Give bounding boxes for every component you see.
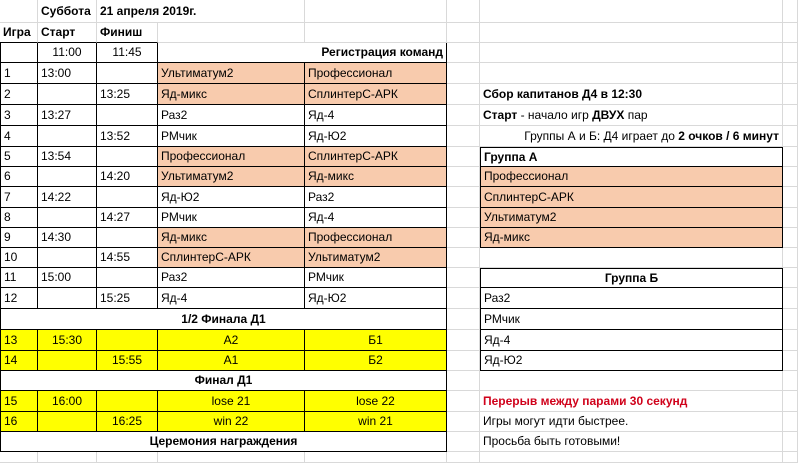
info-empty[interactable] — [480, 371, 783, 391]
cell-empty[interactable] — [480, 452, 783, 463]
cell-empty[interactable] — [783, 371, 798, 391]
game-team1[interactable]: РМчик — [158, 208, 305, 228]
column-header-start[interactable]: Старт — [38, 23, 97, 43]
game-finish[interactable]: 14:27 — [97, 208, 158, 228]
groups-note-text: Группы А и Б: Д4 играет до — [524, 129, 679, 143]
cell-empty[interactable] — [783, 412, 798, 432]
start-note-word: Старт — [483, 108, 518, 122]
game-start[interactable] — [38, 208, 97, 228]
game-number[interactable]: 16 — [0, 412, 38, 432]
start-note-tail: пар — [624, 108, 648, 122]
game-team1[interactable]: win 22 — [158, 412, 305, 432]
game-finish[interactable]: 15:25 — [97, 288, 158, 309]
cell-empty[interactable] — [447, 208, 480, 228]
game-number[interactable]: 6 — [0, 167, 38, 187]
cell-empty[interactable] — [783, 268, 798, 288]
cell-empty[interactable] — [783, 228, 798, 248]
game-finish[interactable]: 13:52 — [97, 126, 158, 147]
groups-note-bold: 2 очков / 6 минут — [678, 129, 779, 143]
cell-empty[interactable] — [783, 0, 798, 23]
game-finish[interactable] — [97, 391, 158, 412]
cell-empty[interactable] — [97, 452, 158, 463]
column-header-finish[interactable]: Финиш — [97, 23, 158, 43]
game-team2[interactable]: Яд-4 — [305, 208, 447, 228]
group-b-team[interactable]: Яд-Ю2 — [480, 351, 783, 371]
game-team1[interactable]: А2 — [158, 330, 305, 351]
cell-empty[interactable] — [447, 268, 480, 288]
faster-note[interactable]: Игры могут идти быстрее. — [480, 412, 783, 432]
game-number[interactable]: 12 — [0, 288, 38, 309]
cell-empty[interactable] — [305, 0, 447, 23]
cell-empty[interactable] — [447, 63, 480, 84]
info-empty[interactable] — [480, 248, 783, 268]
game-start[interactable] — [38, 351, 97, 371]
game-team2[interactable]: СплинтерС-АРК — [305, 84, 447, 105]
game-start[interactable] — [38, 167, 97, 187]
cell-empty[interactable] — [447, 167, 480, 187]
cell-empty[interactable] — [447, 330, 480, 351]
cell-empty[interactable] — [480, 0, 783, 23]
cell-empty[interactable] — [158, 452, 305, 463]
game-number[interactable]: 3 — [0, 105, 38, 126]
game-number[interactable]: 13 — [0, 330, 38, 351]
game-start[interactable]: 13:54 — [38, 147, 97, 167]
cell-empty[interactable] — [305, 23, 447, 43]
groups-note[interactable] — [480, 126, 783, 147]
cell-empty[interactable] — [783, 208, 798, 228]
cell-empty[interactable] — [0, 0, 38, 23]
registration-finish[interactable]: 11:45 — [97, 43, 158, 63]
group-b-team[interactable]: Яд-4 — [480, 330, 783, 351]
cell-empty[interactable] — [447, 391, 480, 412]
start-note-text: - начало игр — [517, 108, 593, 122]
cell-empty[interactable] — [783, 391, 798, 412]
game-team2[interactable]: Профессионал — [305, 228, 447, 248]
cell-empty[interactable] — [447, 126, 480, 147]
cell-empty[interactable] — [447, 432, 480, 452]
game-start[interactable]: 15:00 — [38, 268, 97, 288]
date-label[interactable]: 21 апреля 2019г. — [97, 0, 305, 23]
cell-empty[interactable] — [158, 23, 305, 43]
game-team1[interactable]: Яд-микс — [158, 228, 305, 248]
game-team2[interactable]: Ультиматум2 — [305, 248, 447, 268]
game-number[interactable]: 15 — [0, 391, 38, 412]
cell-empty[interactable] — [0, 452, 38, 463]
game-team2[interactable]: lose 22 — [305, 391, 447, 412]
game-number[interactable]: 9 — [0, 228, 38, 248]
game-team2[interactable]: Б2 — [305, 351, 447, 371]
cell-empty[interactable] — [38, 452, 97, 463]
cell-empty[interactable] — [447, 23, 480, 43]
captains-note[interactable]: Сбор капитанов Д4 в 12:30 — [480, 84, 783, 105]
game-finish[interactable] — [97, 147, 158, 167]
game-finish[interactable]: 16:25 — [97, 412, 158, 432]
cell-empty[interactable] — [447, 248, 480, 268]
game-team2[interactable]: Раз2 — [305, 187, 447, 208]
game-number[interactable]: 11 — [0, 268, 38, 288]
game-finish[interactable] — [97, 187, 158, 208]
group-b-team[interactable]: РМчик — [480, 309, 783, 330]
cell-empty[interactable] — [447, 84, 480, 105]
game-finish[interactable] — [97, 330, 158, 351]
game-number[interactable]: 4 — [0, 126, 38, 147]
cell-empty[interactable] — [447, 412, 480, 432]
game-team1[interactable]: Раз2 — [158, 268, 305, 288]
game-number[interactable]: 5 — [0, 147, 38, 167]
game-team1[interactable]: А1 — [158, 351, 305, 371]
final-title[interactable]: Финал Д1 — [0, 371, 447, 391]
game-team2[interactable]: win 21 — [305, 412, 447, 432]
cell-empty[interactable] — [447, 0, 480, 23]
cell-empty[interactable] — [783, 105, 798, 126]
registration-label[interactable]: Регистрация команд — [158, 43, 447, 63]
game-start[interactable] — [38, 126, 97, 147]
cell-empty[interactable] — [783, 147, 798, 167]
game-finish[interactable] — [97, 228, 158, 248]
game-team2[interactable]: Яд-Ю2 — [305, 126, 447, 147]
cell-empty[interactable] — [783, 432, 798, 452]
registration-start[interactable]: 11:00 — [38, 43, 97, 63]
group-b-title[interactable]: Группа Б — [480, 268, 783, 288]
cell-empty[interactable] — [783, 187, 798, 208]
cell-empty[interactable] — [783, 330, 798, 351]
game-team1[interactable]: Яд-Ю2 — [158, 187, 305, 208]
group-a-team[interactable]: Ультиматум2 — [480, 208, 783, 228]
cell-empty[interactable] — [447, 288, 480, 309]
cell-empty[interactable] — [447, 371, 480, 391]
cell-empty[interactable] — [480, 43, 783, 63]
game-team2[interactable]: Яд-микс — [305, 167, 447, 187]
group-a-team[interactable]: СплинтерС-АРК — [480, 187, 783, 208]
game-team2[interactable]: Профессионал — [305, 63, 447, 84]
game-team2[interactable]: Б1 — [305, 330, 447, 351]
game-start[interactable]: 15:30 — [38, 330, 97, 351]
cell-empty[interactable] — [447, 351, 480, 371]
cell-empty[interactable] — [447, 43, 480, 63]
game-finish[interactable] — [97, 105, 158, 126]
game-team1[interactable]: Яд-микс — [158, 84, 305, 105]
cell-empty[interactable] — [783, 63, 798, 84]
info-empty[interactable] — [480, 63, 783, 84]
game-finish[interactable]: 15:55 — [97, 351, 158, 371]
game-finish[interactable]: 14:55 — [97, 248, 158, 268]
game-number[interactable]: 14 — [0, 351, 38, 371]
cell-empty[interactable] — [0, 43, 38, 63]
cell-empty[interactable] — [447, 452, 480, 463]
group-b-team[interactable]: Раз2 — [480, 288, 783, 309]
group-a-team[interactable]: Яд-микс — [480, 228, 783, 248]
cell-empty[interactable] — [783, 84, 798, 105]
cell-empty[interactable] — [305, 452, 447, 463]
game-number[interactable]: 10 — [0, 248, 38, 268]
cell-empty[interactable] — [480, 23, 783, 43]
game-team2[interactable]: СплинтерС-АРК — [305, 147, 447, 167]
ready-note[interactable]: Просьба быть готовыми! — [480, 432, 783, 452]
game-finish[interactable]: 13:25 — [97, 84, 158, 105]
cell-empty[interactable] — [783, 248, 798, 268]
game-number[interactable]: 1 — [0, 63, 38, 84]
group-a-team[interactable]: Профессионал — [480, 167, 783, 187]
game-team2[interactable]: Яд-4 — [305, 105, 447, 126]
game-number[interactable]: 8 — [0, 208, 38, 228]
break-note[interactable]: Перерыв между парами 30 секунд — [480, 391, 783, 412]
game-finish[interactable] — [97, 63, 158, 84]
game-number[interactable]: 7 — [0, 187, 38, 208]
game-team1[interactable]: СплинтерС-АРК — [158, 248, 305, 268]
cell-empty[interactable] — [783, 288, 798, 309]
cell-empty[interactable] — [783, 23, 798, 43]
game-start[interactable] — [38, 288, 97, 309]
semifinal-title[interactable]: 1/2 Финала Д1 — [0, 309, 447, 330]
ceremony-label[interactable]: Церемония награждения — [0, 432, 447, 452]
cell-empty[interactable] — [783, 309, 798, 330]
game-team1[interactable]: РМчик — [158, 126, 305, 147]
cell-empty[interactable] — [783, 351, 798, 371]
game-start[interactable] — [38, 248, 97, 268]
cell-empty[interactable] — [447, 187, 480, 208]
game-start[interactable] — [38, 84, 97, 105]
game-start[interactable] — [38, 412, 97, 432]
game-team2[interactable]: Яд-Ю2 — [305, 288, 447, 309]
cell-empty[interactable] — [783, 43, 798, 63]
game-team1[interactable]: Яд-4 — [158, 288, 305, 309]
game-finish[interactable] — [97, 268, 158, 288]
start-note-bold: ДВУХ — [592, 108, 625, 122]
game-start[interactable]: 13:27 — [38, 105, 97, 126]
game-team1[interactable]: Ультиматум2 — [158, 63, 305, 84]
cell-empty[interactable] — [783, 126, 798, 147]
game-finish[interactable]: 14:20 — [97, 167, 158, 187]
game-start[interactable]: 14:30 — [38, 228, 97, 248]
group-a-title[interactable]: Группа А — [480, 147, 783, 167]
column-header-game[interactable]: Игра — [0, 23, 38, 43]
cell-empty[interactable] — [447, 147, 480, 167]
game-number[interactable]: 2 — [0, 84, 38, 105]
game-start[interactable]: 16:00 — [38, 391, 97, 412]
cell-empty[interactable] — [447, 105, 480, 126]
cell-empty[interactable] — [447, 228, 480, 248]
game-team1[interactable]: Раз2 — [158, 105, 305, 126]
game-team1[interactable]: lose 21 — [158, 391, 305, 412]
cell-empty[interactable] — [447, 309, 480, 330]
game-start[interactable]: 14:22 — [38, 187, 97, 208]
cell-empty[interactable] — [783, 452, 798, 463]
cell-empty[interactable] — [783, 167, 798, 187]
game-team1[interactable]: Ультиматум2 — [158, 167, 305, 187]
game-start[interactable]: 13:00 — [38, 63, 97, 84]
day-label[interactable]: Суббота — [38, 0, 97, 23]
game-team1[interactable]: Профессионал — [158, 147, 305, 167]
start-note[interactable] — [480, 105, 783, 126]
game-team2[interactable]: РМчик — [305, 268, 447, 288]
